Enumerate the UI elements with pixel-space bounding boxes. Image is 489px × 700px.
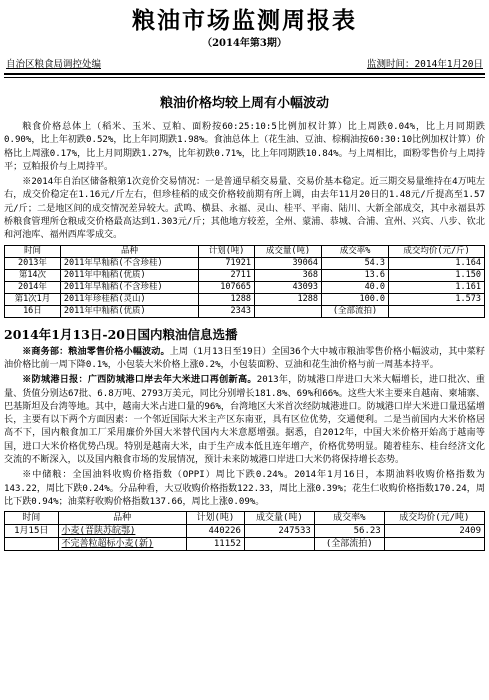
cell: 1.161 — [389, 281, 485, 293]
issue-number: （2014年第3期） — [202, 38, 287, 49]
cell: 54.3 — [322, 257, 389, 269]
report-title: 粮油市场监测周报表 — [132, 7, 357, 34]
cell: 40.0 — [322, 281, 389, 293]
cell: 1.573 — [389, 293, 485, 305]
table-row — [5, 269, 485, 281]
cell: 1.150 — [389, 269, 485, 281]
paragraph-auction: ※2014年自治区储备粮第1次竞价交易情况：一是普通早稻交易量、交易价基本稳定。近三期交易量维持在4万吨左右，成交价稳定在1.16元/斤左右，但珍桂稻的成交价格较前期有所上调，由去年11月20日的1.48元/斤提高至1.57元/斤；二是地区间的成交情况差异较大。武鸣、横县、永福、灵山、桂平、平南、陆川、大新全部成交，其中永福县苏桥粮食管理所仓粮成交价格最高达到1.303元/斤；其他地方较差，全州、蒙浦、恭城、合浦、宜州、兴宾、八步、钦北和河池库、福州西库零成交。 — [4, 177, 485, 241]
table-row — [5, 281, 485, 293]
cell: 2011年中籼稻(优质) — [60, 305, 198, 317]
table-row — [5, 257, 485, 269]
cell: 247533 — [244, 525, 314, 538]
cell: 39064 — [255, 257, 322, 269]
cell: (全部流拍) — [322, 305, 389, 317]
table-row — [5, 293, 485, 305]
table-row — [5, 305, 485, 317]
col-header: 成交均价(元/吨) — [384, 512, 484, 525]
report-meta — [4, 58, 485, 72]
table-header-row — [5, 512, 485, 525]
cell: 440226 — [186, 525, 244, 538]
cell: 368 — [255, 269, 322, 281]
divider-thin — [4, 77, 485, 78]
paragraph-commerce — [4, 346, 485, 373]
cell: 2013年 — [5, 257, 61, 269]
col-header: 时间 — [5, 245, 61, 257]
cell: 43093 — [255, 281, 322, 293]
col-header: 时间 — [5, 512, 59, 525]
cell: 2343 — [199, 305, 255, 317]
issuer: 自治区粮食局调控处编 — [6, 59, 102, 70]
cell: 13.6 — [322, 269, 389, 281]
col-header: 计划(吨) — [186, 512, 244, 525]
col-header: 成交均价(元/斤) — [389, 245, 485, 257]
cell: 56.23 — [314, 525, 384, 538]
cell: 2711 — [199, 269, 255, 281]
cell: 2011年早籼稻(不含珍桂) — [60, 257, 198, 269]
cell — [389, 305, 485, 317]
col-header: 品种 — [58, 512, 186, 525]
divider-thick — [4, 73, 485, 75]
cell: 2014年 — [5, 281, 61, 293]
paragraph-oppi: ※中储粮：全国油料收购价格指数（OPPI）周比下跌0.24%。2014年1月16日，本期油料收购价格指数为143.22，周比下跌0.24%。分品种看，大豆收购价格指数122.33，周比上涨0.39%；花生仁收购价格指数170.24，周比下跌0.94%；油菜籽收购价格指数137.66，周比上涨0.09%。 — [4, 470, 485, 507]
cell: 100.0 — [322, 293, 389, 305]
cell — [384, 538, 484, 551]
col-header: 计划(吨) — [199, 245, 255, 257]
cell — [244, 538, 314, 551]
cell: 2409 — [384, 525, 484, 538]
cell: 第14次 — [5, 269, 61, 281]
cell: 16日 — [5, 305, 61, 317]
paragraph-body: 上周（1月13日至19日）全国36个大中城市粮油零售价格小幅波动，其中菜籽油价格比前一周下降0.1%，小包装大米价格上涨0.2%，小包装面粉、豆油和花生油价格与前一周基本持平。 — [4, 346, 485, 370]
cell — [255, 305, 322, 317]
cell: 2011年中籼稻(优质) — [60, 269, 198, 281]
table-row — [5, 538, 485, 551]
cell: 71921 — [199, 257, 255, 269]
cell: 不完善粒超标小麦(新) — [58, 538, 186, 551]
col-header: 成交率% — [314, 512, 384, 525]
col-header: 成交量(吨) — [244, 512, 314, 525]
col-header: 品种 — [60, 245, 198, 257]
col-header: 成交量(吨) — [255, 245, 322, 257]
paragraph-body: 2013年，防城港口岸进口大米大幅增长，进口批次、重量、货值分别达67批、6.8万吨、2793万美元，同比分别增长181.8%、69%和66%。这些大米主要来自越南、柬埔寨、巴基斯坦及台湾等地。其中，越南大米占进口量的96%，台湾地区大米首次经防城港进口。防城港口岸大米进口量迅猛增长，主要有以下两个方面因素：一个邻近国际大米主产区东南亚，具有区位优势，交通便利。二是当前国内大米价格居高不下，国内粮食加工厂采用廉价外国大米替代国内大米意愿增强。据悉，自2012年，中国大米价格开始高于越南等国，进口大米价格优势凸现。特别是越南大米，由于生产成本低且连年增产，价格优势明显。随着桂东、桂台经济文化交流的不断深入，以及国内粮食市场的发展情况，预计未来防城港口岸进口大米仍将保持增长态势。 — [4, 375, 485, 466]
cell: 1288 — [255, 293, 322, 305]
cell: 第1次1月 — [5, 293, 61, 305]
cell: 1288 — [199, 293, 255, 305]
cell: 2011年珍桂稻(灵山) — [60, 293, 198, 305]
paragraph-label: ※商务部：粮油零售价格小幅波动。 — [22, 346, 170, 357]
cell: (全部流拍) — [314, 538, 384, 551]
paragraph-price-summary: 粮食价格总体上（稻米、玉米、豆粕、面粉按60:25:10:5比例加权计算）比上周跌0.04%，比上月同期跌0.90%，比上年初跌0.52%，比上年同期跌1.98%。食油总体上（花生油、豆油、棕榈油按60:30:10比例加权计算）价格比上周涨0.17%，比上月同期跌1.27%，比年初跌0.71%，比上年同期跌10.84%。与上周相比，面粉零售价与上周持平；豆粕报价与上周持平。 — [4, 122, 485, 172]
headline: 粮油价格均较上周有小幅波动 — [159, 96, 329, 111]
col-header: 成交率% — [322, 245, 389, 257]
cell: 2011年早籼稻(不含珍桂) — [60, 281, 198, 293]
cell: 11152 — [186, 538, 244, 551]
section-title: 2014年1月13日-20日国内粮油信息选播 — [4, 326, 238, 342]
wheat-auction-table — [4, 511, 485, 551]
cell: 107665 — [199, 281, 255, 293]
paragraph-fangchenggang — [4, 374, 485, 467]
table-header-row — [5, 245, 485, 257]
cell: 小麦(晋陕苏皖鄂) — [58, 525, 186, 538]
cell — [5, 538, 59, 551]
paragraph-label: ※防城港日报：广西防城港口岸去年大米进口再创新高。 — [22, 375, 257, 386]
auction-table — [4, 245, 485, 318]
cell: 1.164 — [389, 257, 485, 269]
table-row — [5, 525, 485, 538]
cell: 1月15日 — [5, 525, 59, 538]
monitor-date: 监测时间：2014年1月20日 — [366, 59, 483, 70]
